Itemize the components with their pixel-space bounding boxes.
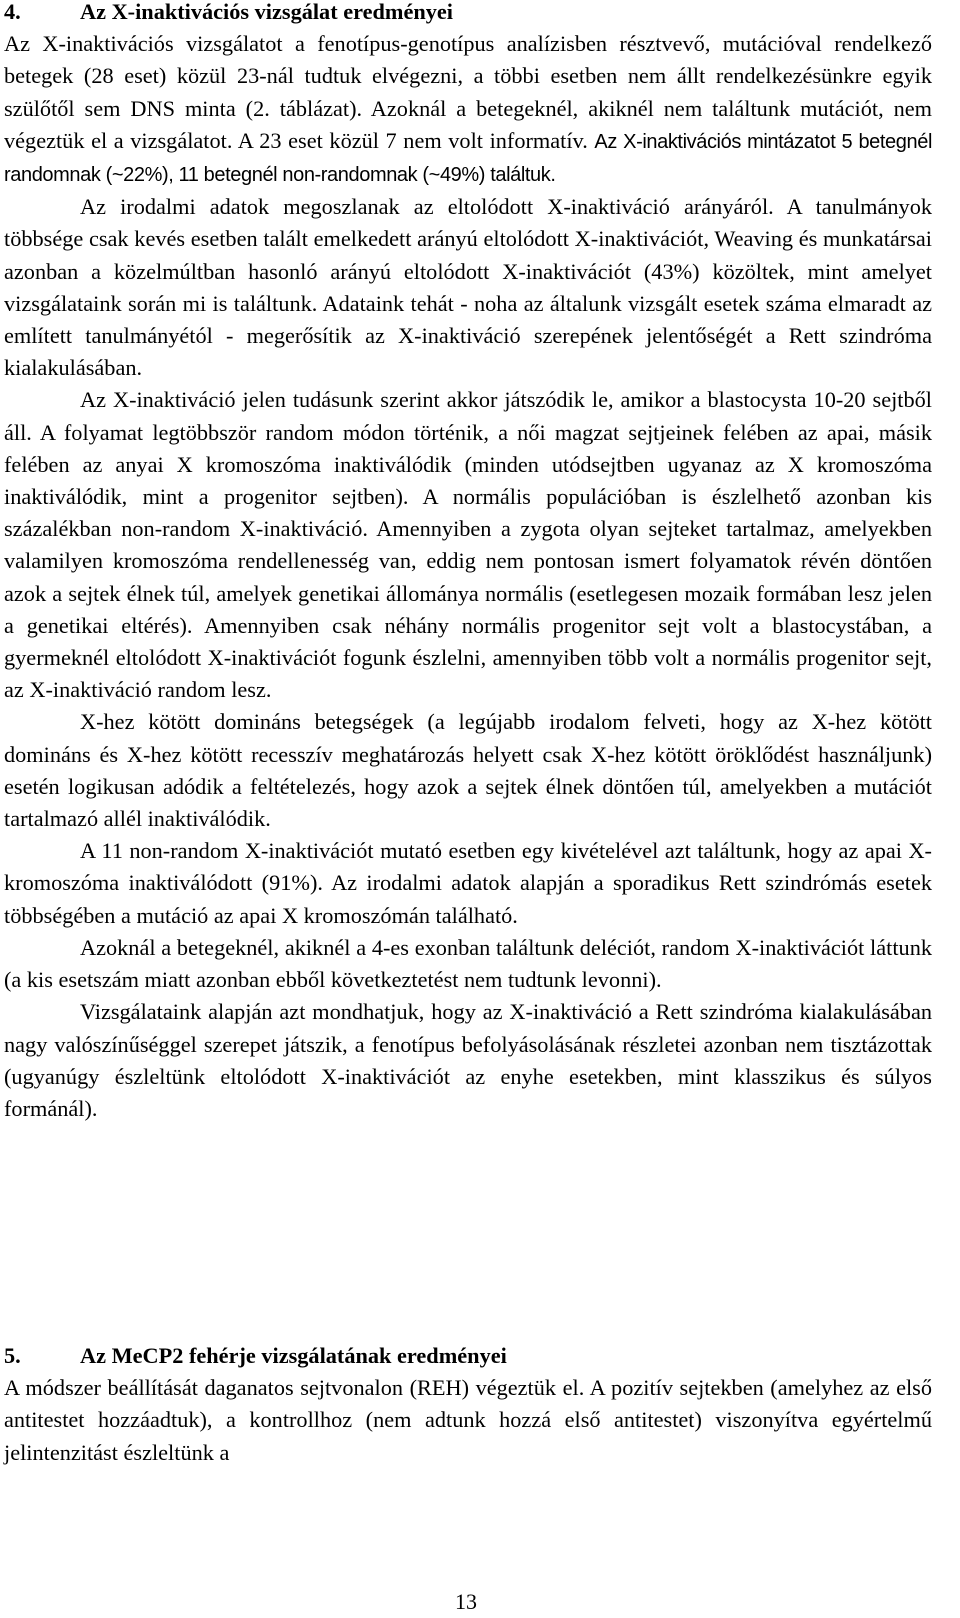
section-4-number: 4. — [4, 0, 21, 24]
paragraph: Az X-inaktiváció jelen tudásunk szerint akkor játszódik le, amikor a blastocysta 10-20 sejtből áll. A folyamat legtöbbször random módon történik, a női magzat sejtjeinek felében az apai, másik felében az anyai X kromoszóma inaktiválódik (minden utódsejtben ugyanaz az X kromoszóma inaktiválódik, mint a progenitor sejtben). A normális populációban is észlelhető azonban kis százalékban non-random X-inaktiváció. Amennyiben a zygota olyan sejteket tartalmaz, amelyekben valamilyen kromoszóma rendellenesség van, eddig nem pontosan ismert folyamatok révén döntően azok a sejtek élnek túl, amelyek genetikai állománya normális (esetlegesen mozaik formában lesz jelen a genetikai eltérés). Amennyiben csak néhány normális progenitor sejt volt a blastocystában, a gyermeknél eltolódott X-inaktivációt fogunk észlelni, amennyiben több volt a normális progenitor sejt, az X-inaktiváció random lesz. — [4, 387, 932, 703]
paragraph: Vizsgálataink alapján azt mondhatjuk, hogy az X-inaktiváció a Rett szindróma kialakulásában nagy valószínűséggel szerepet játszik, a fenotípus befolyásolásának részletei azonban nem tisztázottak (ugyanúgy észleltünk eltolódott X-inaktivációt az enyhe esetekben, mint klasszikus és súlyos formánál). — [4, 999, 932, 1121]
section-5-heading — [4, 1340, 932, 1372]
section-4-heading — [4, 0, 932, 28]
section-4-title: Az X-inaktivációs vizsgálat eredményei — [80, 0, 454, 24]
paragraph-part-b: Az X-inaktivációs mintázatot 5 betegnél randomnak (~22%), 11 betegnél non-randomnak (~49%) találtuk. — [4, 130, 932, 187]
paragraph: A módszer beállítását daganatos sejtvonalon (REH) végeztük el. A pozitív sejtekben (amelyhez az első antitestet hozzáadtuk), a kontrollhoz (nem adtunk hozzá első antitestet) viszonyítva egyértelmű jelintenzitást észleltünk a — [4, 1375, 932, 1465]
section-4 — [4, 0, 932, 1125]
page-number: 13 — [455, 1589, 477, 1614]
paragraph: A 11 non-random X-inaktivációt mutató esetben egy kivételével azt találtunk, hogy az apai X-kromoszóma inaktiválódott (91%). Az irodalmi adatok alapján a sporadikus Rett szindrómás esetek többségében a mutáció az apai X kromoszómán található. — [4, 838, 932, 928]
paragraph: Azoknál a betegeknél, akiknél a 4-es exonban találtunk deléciót, random X-inaktivációt láttunk (a kis esetszám miatt azonban ebből következtetést nem tudtunk levonni). — [4, 934, 932, 993]
section-5-number: 5. — [4, 1343, 21, 1368]
section-5 — [4, 1340, 932, 1469]
paragraph-part-a: Az X-inaktivációs vizsgálatot a fenotípus-genotípus analízisben résztvevő, mutációval rendelkező betegek (28 eset) közül 23-nál tudtuk elvégezni, a többi esetben nem állt rendelkezésünkre egyik szülőtől sem DNS minta (2. táblázat). Azoknál a betegeknél, akiknél nem találtunk mutációt, nem végeztük el a vizsgálatot. A 23 eset közül 7 nem volt informatív. — [4, 31, 932, 153]
section-5-title: Az MeCP2 fehérje vizsgálatának eredményei — [80, 1343, 507, 1368]
paragraph — [4, 28, 932, 191]
paragraph: Az irodalmi adatok megoszlanak az eltolódott X-inaktiváció arányáról. A tanulmányok többsége csak kevés esetben talált emelkedett arányú eltolódott X-inaktivációt, Weaving és munkatársai azonban a közelmúltban hasonló arányú eltolódott X-inaktivációt (43%) közöltek, mint amelyet vizsgálataink során mi is találtunk. Adataink tehát - noha az általunk vizsgált esetek száma elmaradt az említett tanulmányétól - megerősítik az X-inaktiváció szerepének jelentőségét a Rett szindróma kialakulásában. — [4, 194, 932, 381]
paragraph: X-hez kötött domináns betegségek (a legújabb irodalom felveti, hogy az X-hez kötött domináns és X-hez kötött recesszív meghatározás helyett csak X-hez kötött öröklődést használjunk) esetén logikusan adódik a feltételezés, hogy azok a sejtek élnek döntően túl, amelyekben a mutációt tartalmazó allél inaktiválódik. — [4, 709, 932, 832]
